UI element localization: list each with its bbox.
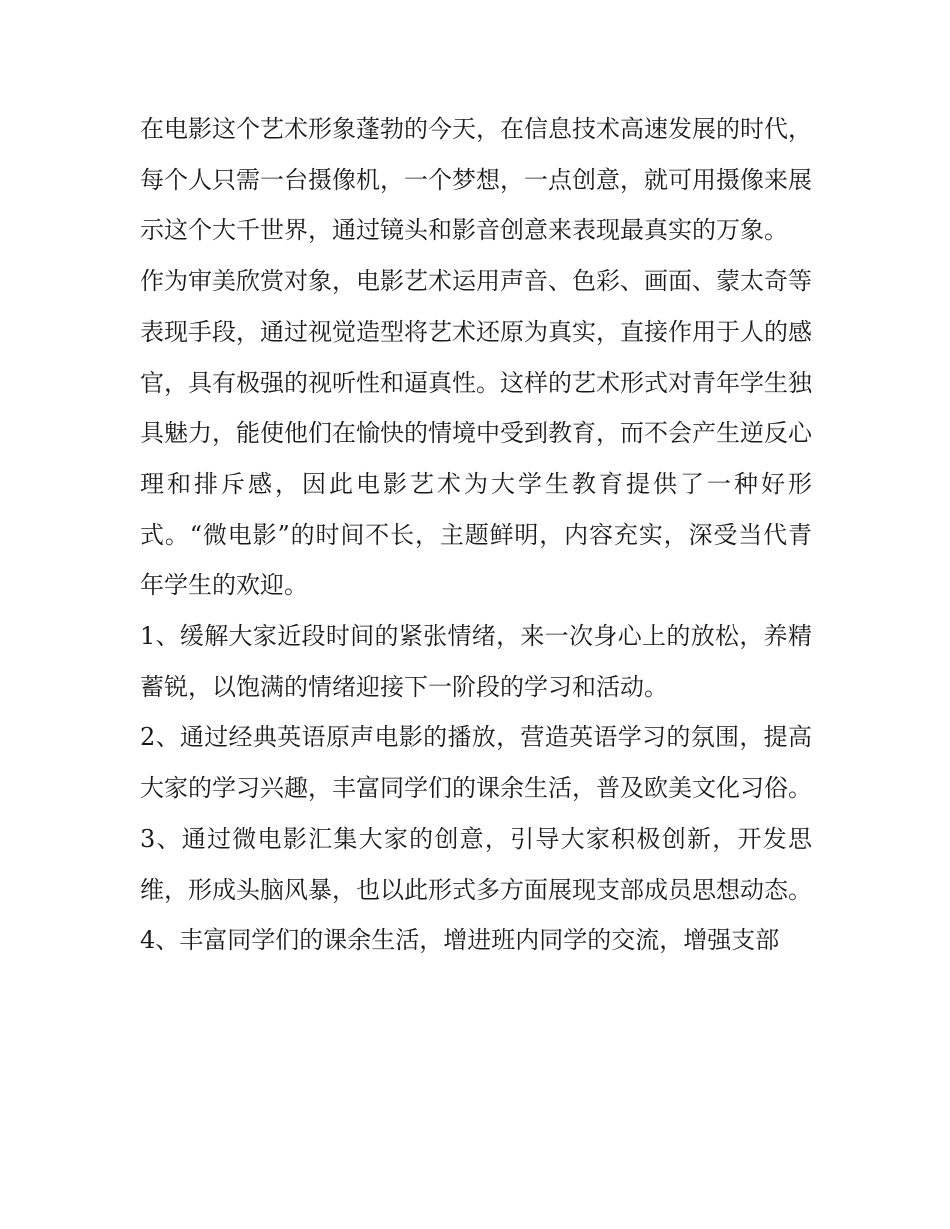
intro-paragraph: 在电影这个艺术形象蓬勃的今天，在信息技术高速发展的时代，每个人只需一台摄像机，一个梦想，一点创意，就可用摄像来展示这个大千世界，通过镜头和影音创意来表现最真实的万象。 bbox=[140, 115, 812, 245]
purpose-item-2: 2、通过经典英语原声电影的播放，营造英语学习的氛围，提高大家的学习兴趣，丰富同学们的课余生活，普及欧美文化习俗。 bbox=[140, 723, 812, 803]
purpose-item-3: 3、通过微电影汇集大家的创意，引导大家积极创新，开发思维，形成头脑风暴，也以此形式多方面展现支部成员思想动态。 bbox=[140, 824, 812, 904]
document-page bbox=[140, 104, 812, 966]
purpose-item-1: 1、缓解大家近段时间的紧张情绪，来一次身心上的放松，养精蓄锐，以饱满的情绪迎接下一阶段的学习和活动。 bbox=[140, 622, 812, 701]
purpose-item-4: 4、丰富同学们的课余生活，增进班内同学的交流，增强支部 bbox=[140, 926, 780, 955]
film-art-paragraph: 作为审美欣赏对象，电影艺术运用声音、色彩、画面、蒙太奇等表现手段，通过视觉造型将艺术还原为真实，直接作用于人的感官，具有极强的视听性和逼真性。这样的艺术形式对青年学生独具魅力，能使他们在愉快的情境中受到教育，而不会产生逆反心理和排斥感，因此电影艺术为大学生教育提供了一种好形式。“微电影”的时间不长，主题鲜明，内容充实，深受当代青年学生的欢迎。 bbox=[140, 267, 812, 600]
